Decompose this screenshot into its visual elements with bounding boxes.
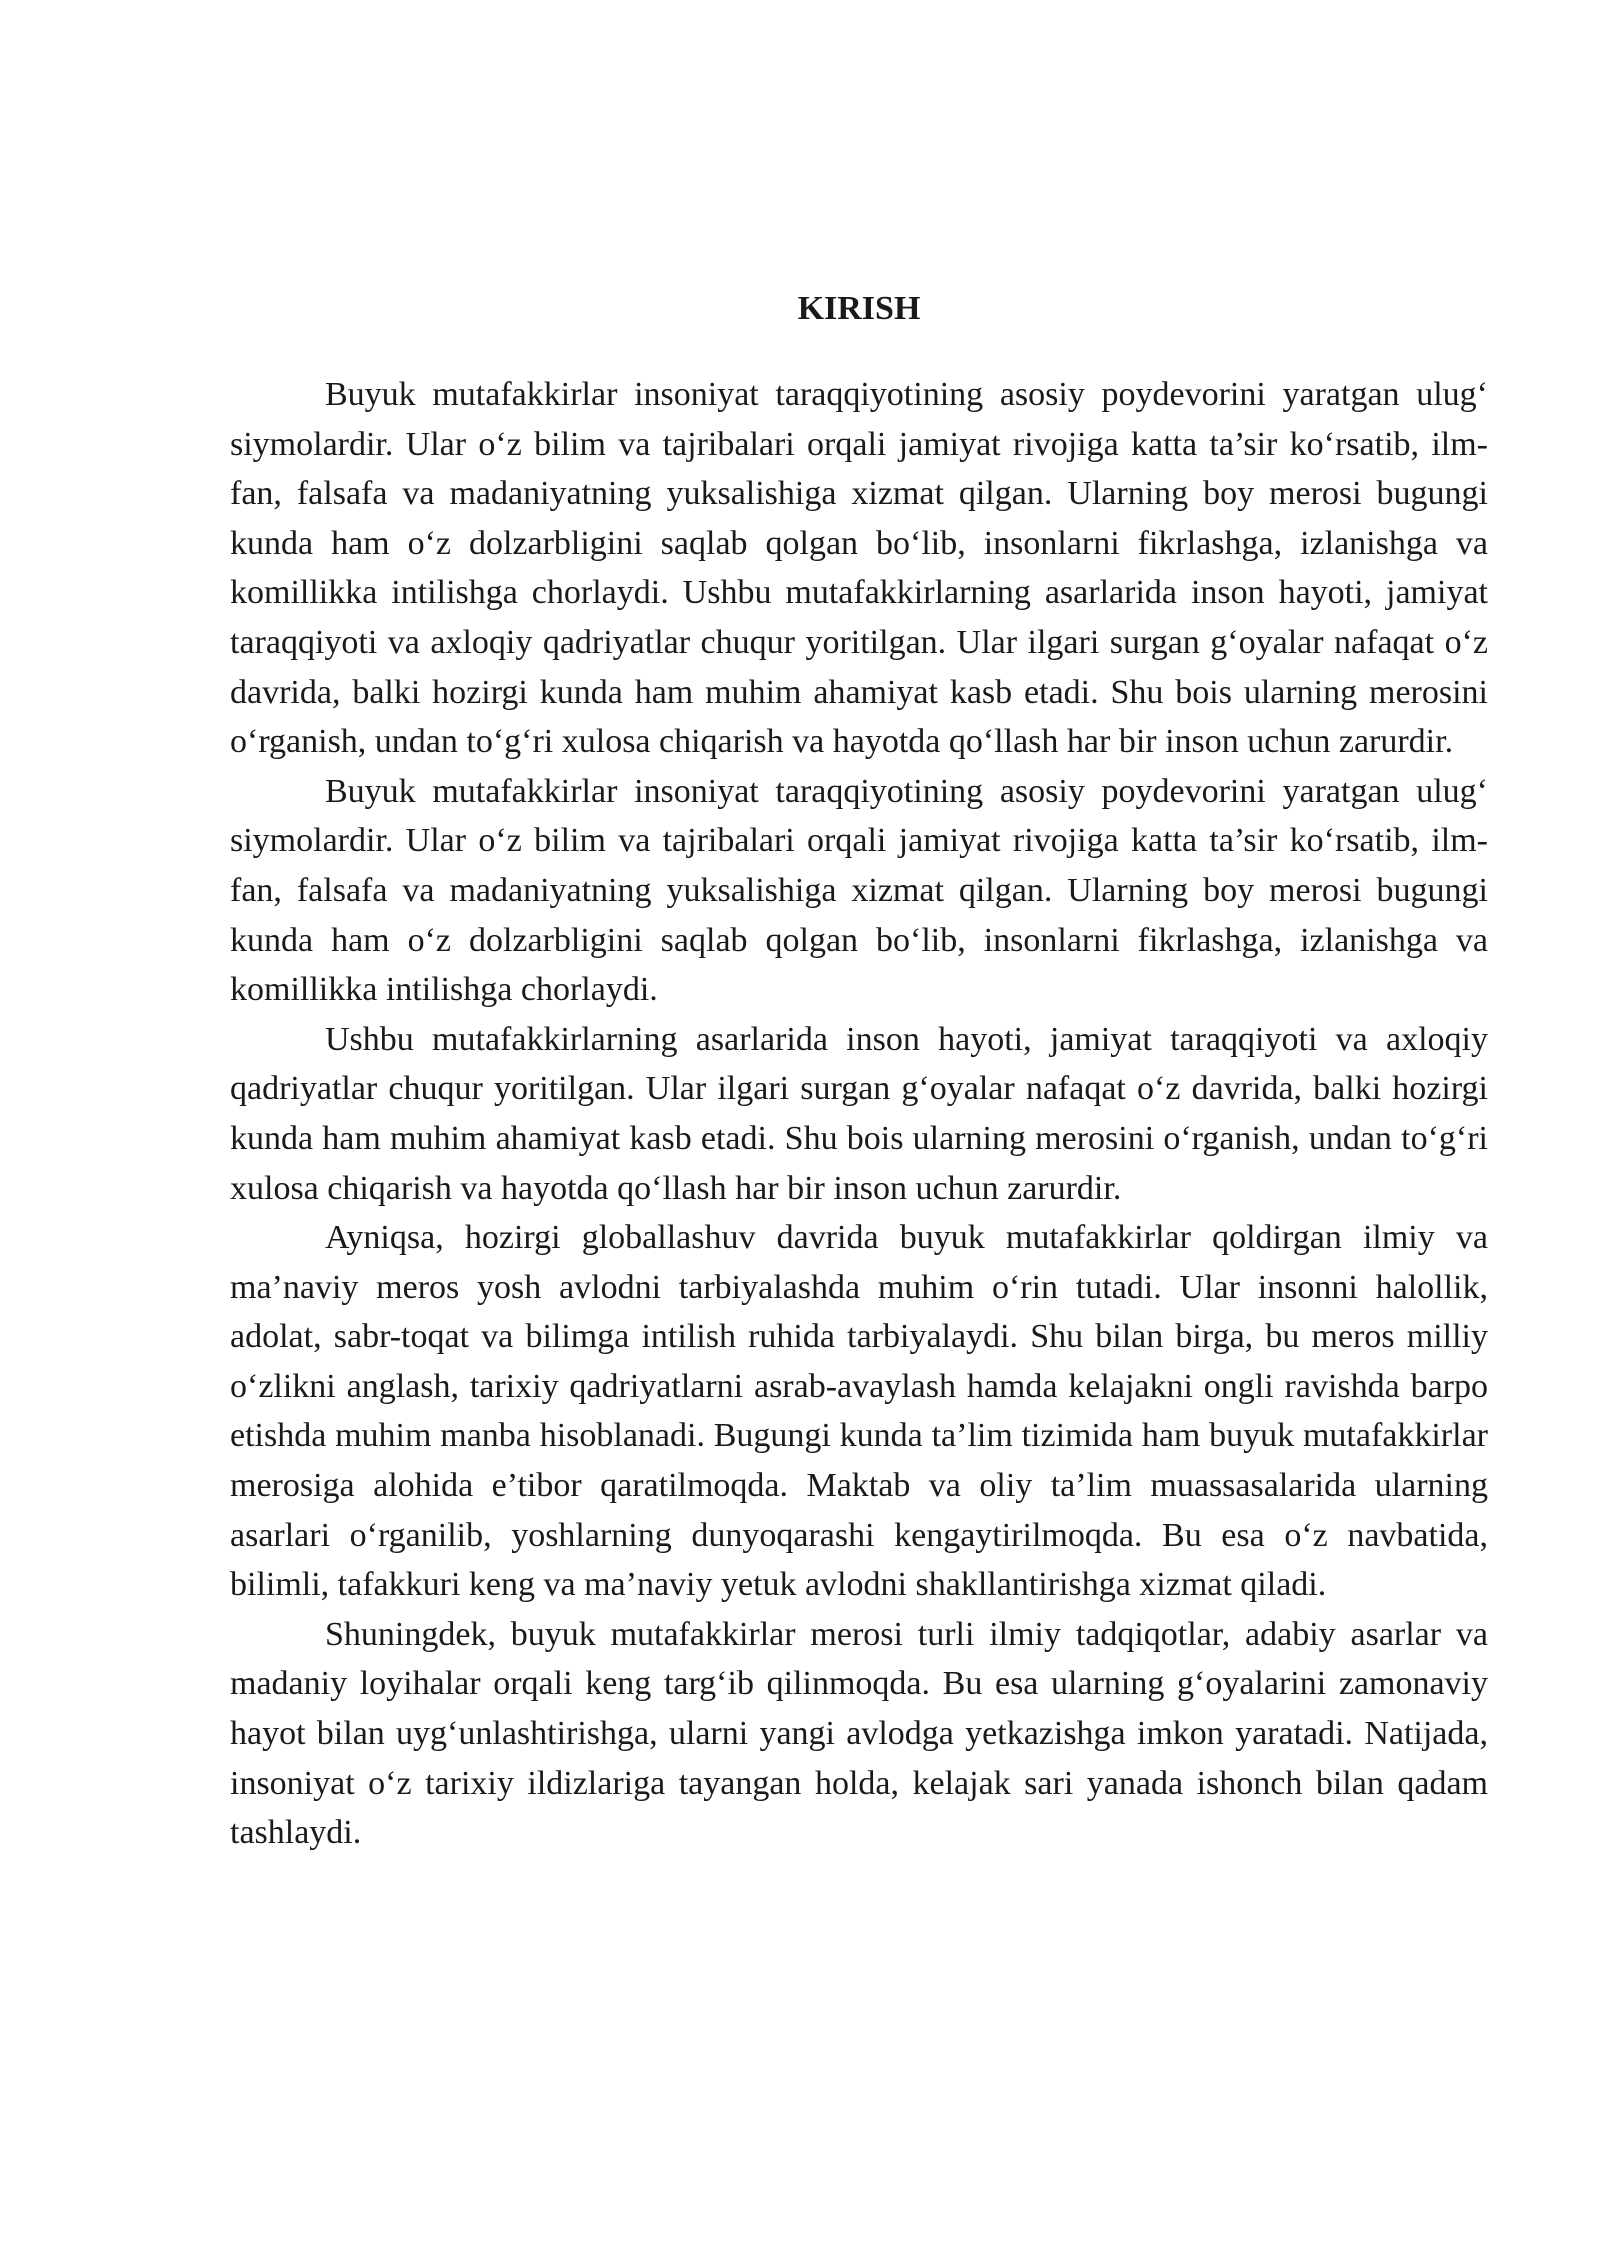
paragraph-4: Ayniqsa, hozirgi globallashuv davrida buyuk mutafakkirlar qoldirgan ilmiy va ma’naviy meros yosh avlodni tarbiyalashda muhim o‘rin tutadi. Ular insonni halollik, adolat, sabr-toqat va bilimga intilish ruhida tarbiyalaydi. Shu bilan birga, bu meros milliy o‘zlikni anglash, tarixiy qadriyatlarni asrab-avaylash hamda kelajakni ongli ravishda barpo etishda muhim manba hisoblanadi. Bugungi kunda ta’lim tizimida ham buyuk mutafakkirlar merosiga alohida e’tibor qaratilmoqda. Maktab va oliy ta’lim muassasalarida ularning asarlari o‘rganilib, yoshlarning dunyoqarashi kengaytirilmoqda. Bu esa o‘z navbatida, bilimli, tafakkuri keng va ma’naviy yetuk avlodni shakllantirishga xizmat qiladi. [230,1219,1488,1604]
paragraph-2: Buyuk mutafakkirlar insoniyat taraqqiyotining asosiy poydevorini yaratgan ulug‘ siymolardir. Ular o‘z bilim va tajribalari orqali jamiyat rivojiga katta ta’sir ko‘rsatib, ilm-fan, falsafa va madaniyatning yuksalishiga xizmat qilgan. Ularning boy merosi bugungi kunda ham o‘z dolzarbligini saqlab qolgan bo‘lib, insonlarni fikrlashga, izlanishga va komillikka intilishga chorlaydi. [230,772,1488,1009]
body-text [230,370,1488,1858]
paragraph-3: Ushbu mutafakkirlarning asarlarida inson hayoti, jamiyat taraqqiyoti va axloqiy qadriyatlar chuqur yoritilgan. Ular ilgari surgan g‘oyalar nafaqat o‘z davrida, balki hozirgi kunda ham muhim ahamiyat kasb etadi. Shu bois ularning merosini o‘rganish, undan to‘g‘ri xulosa chiqarish va hayotda qo‘llash har bir inson uchun zarurdir. [230,1020,1488,1207]
page-title: KIRISH [797,290,921,327]
paragraph-5: Shuningdek, buyuk mutafakkirlar merosi turli ilmiy tadqiqotlar, adabiy asarlar va madaniy loyihalar orqali keng targ‘ib qilinmoqda. Bu esa ularning g‘oyalarini zamonaviy hayot bilan uyg‘unlashtirishga, ularni yangi avlodga yetkazishga imkon yaratadi. Natijada, insoniyat o‘z tarixiy ildizlariga tayangan holda, kelajak sari yanada ishonch bilan qadam tashlaydi. [230,1615,1488,1852]
paragraph-1: Buyuk mutafakkirlar insoniyat taraqqiyotining asosiy poydevorini yaratgan ulug‘ siymolardir. Ular o‘z bilim va tajribalari orqali jamiyat rivojiga katta ta’sir ko‘rsatib, ilm-fan, falsafa va madaniyatning yuksalishiga xizmat qilgan. Ularning boy merosi bugungi kunda ham o‘z dolzarbligini saqlab qolgan bo‘lib, insonlarni fikrlashga, izlanishga va komillikka intilishga chorlaydi. Ushbu mutafakkirlarning asarlarida inson hayoti, jamiyat taraqqiyoti va axloqiy qadriyatlar chuqur yoritilgan. Ular ilgari surgan g‘oyalar nafaqat o‘z davrida, balki hozirgi kunda ham muhim ahamiyat kasb etadi. Shu bois ularning merosini o‘rganish, undan to‘g‘ri xulosa chiqarish va hayotda qo‘llash har bir inson uchun zarurdir. [230,376,1488,761]
